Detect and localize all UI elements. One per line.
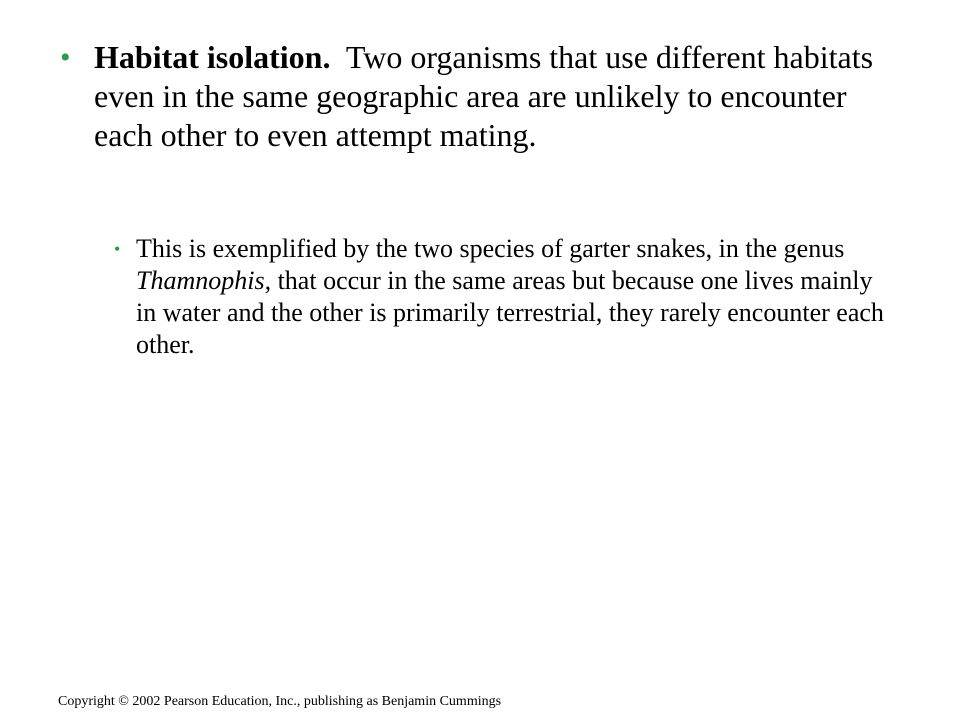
genus-name: Thamnophis, xyxy=(136,266,272,295)
sub-bullet-text xyxy=(136,233,894,361)
main-bullet-title: Habitat isolation. xyxy=(94,39,331,75)
sub-bullet xyxy=(114,233,894,361)
sub-bullet-text-before: This is exemplified by the two species of garter snakes, in the genus xyxy=(136,234,845,263)
bullet-icon: • xyxy=(60,41,71,74)
main-bullet-text xyxy=(94,38,900,155)
sub-bullet-text-after: that occur in the same areas but because one lives mainly in water and the other is primarily terrestrial, they rarely encounter each other. xyxy=(136,266,884,359)
sub-bullet-icon: • xyxy=(114,239,121,259)
copyright-footer: Copyright © 2002 Pearson Education, Inc., publishing as Benjamin Cummings xyxy=(58,694,502,709)
main-bullet xyxy=(60,38,900,155)
main-bullet-body: Two organisms that use different habitats even in the same geographic area are unlikely to encounter each other to even attempt mating. xyxy=(94,39,874,153)
